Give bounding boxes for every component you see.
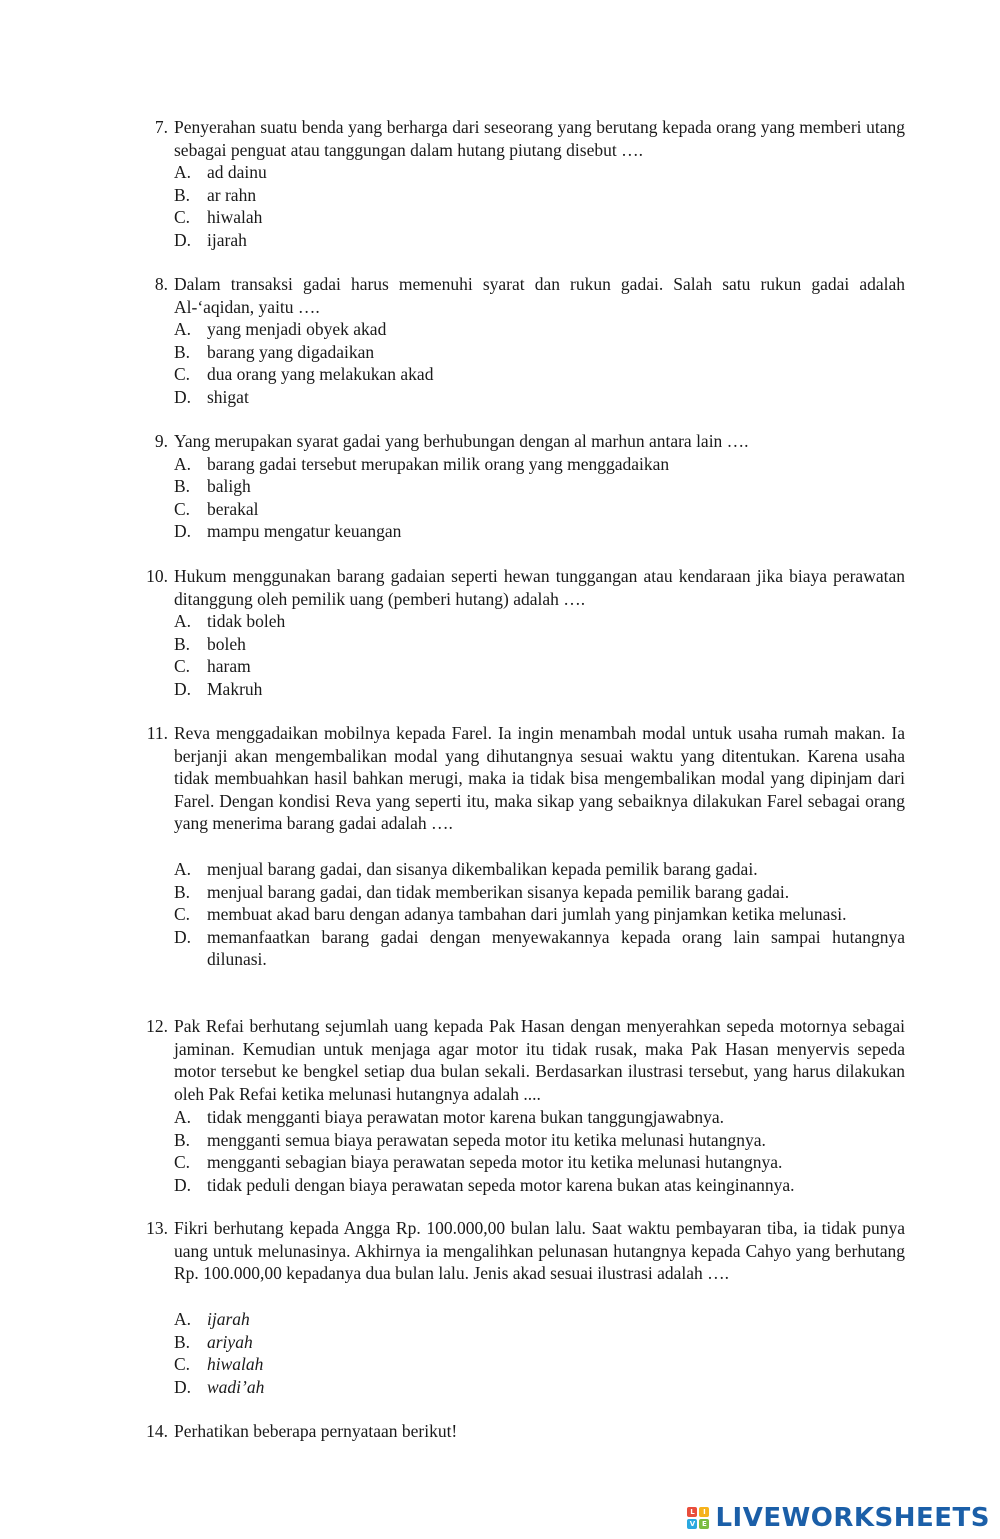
option-letter: C. <box>174 904 191 925</box>
option-letter: A. <box>174 859 192 879</box>
option-text: memanfaatkan barang gadai dengan menyewakannya kepada orang lain sampai hutangnya dilunasi. <box>207 926 905 970</box>
option-letter: C. <box>174 1354 191 1375</box>
option-letter: B. <box>174 1331 191 1352</box>
option-letter: C. <box>174 656 191 677</box>
option-c[interactable] <box>174 1151 905 1174</box>
option-a[interactable] <box>174 161 905 184</box>
question-number: 11. <box>146 723 168 743</box>
option-letter: B. <box>174 184 191 205</box>
option-text: barang yang digadaikan <box>207 341 375 362</box>
option-letter: C. <box>174 207 191 228</box>
option-b[interactable] <box>174 341 905 364</box>
question-text: Fikri berhutang kepada Angga Rp. 100.000,00 bulan lalu. Saat waktu pembayaran tiba, ia tidak punya uang untuk melunasinya. Akhirnya ia mengalihkan pelunasan hutangnya kepada Cahyo yang berhutang Rp. 100.000,00 kepadanya dua bulan lalu. Jenis akad sesuai ilustrasi adalah …. <box>174 1218 905 1284</box>
option-text: ijarah <box>207 1309 250 1329</box>
option-b[interactable] <box>174 184 905 207</box>
option-text: Makruh <box>207 678 263 699</box>
option-a[interactable] <box>174 858 905 881</box>
option-letter: D. <box>174 678 192 699</box>
question-text: Perhatikan beberapa pernyataan berikut! <box>174 1421 458 1441</box>
option-d[interactable] <box>174 520 905 543</box>
question-text: Yang merupakan syarat gadai yang berhubungan dengan al marhun antara lain …. <box>174 431 749 451</box>
logo-grid-icon <box>687 1507 709 1529</box>
option-text: ijarah <box>207 229 247 250</box>
option-b[interactable] <box>174 881 905 904</box>
option-text: ariyah <box>207 1331 253 1352</box>
option-text: hiwalah <box>207 207 263 228</box>
logo-icon-letter: I <box>699 1507 709 1517</box>
option-text: tidak mengganti biaya perawatan motor karena bukan tanggungjawabnya. <box>207 1107 725 1127</box>
question-number: 14. <box>146 1421 168 1441</box>
option-a[interactable] <box>174 1308 905 1331</box>
option-letter: A. <box>174 611 192 631</box>
option-c[interactable] <box>174 498 905 521</box>
option-text: shigat <box>207 386 249 407</box>
option-text: yang menjadi obyek akad <box>207 319 387 339</box>
option-d[interactable] <box>174 678 905 701</box>
logo-text: LIVEWORKSHEETS <box>715 1503 990 1533</box>
option-letter: D. <box>174 521 192 542</box>
option-c[interactable] <box>174 903 905 926</box>
option-text: dua orang yang melakukan akad <box>207 364 434 385</box>
option-text: menjual barang gadai, dan tidak memberikan sisanya kepada pemilik barang gadai. <box>207 881 790 902</box>
option-text: hiwalah <box>207 1354 264 1375</box>
question-number: 8. <box>154 274 168 294</box>
option-d[interactable] <box>174 926 905 971</box>
option-text: menjual barang gadai, dan sisanya dikembalikan kepada pemilik barang gadai. <box>207 859 758 879</box>
option-text: wadi’ah <box>207 1376 265 1397</box>
question-text: Reva menggadaikan mobilnya kepada Farel. Ia ingin menambah modal untuk usaha rumah makan. Ia berjanji akan mengembalikan modal yang dihutangnya sesuai waktu yang ditentukan. Karena usaha tidak membuahkan hasil bahkan merugi, maka ia tidak bisa mengembalikan modal yang dipinjam dari Farel. Dengan kondisi Reva yang seperti itu, maka sikap yang sebaiknya dilakukan Farel sebagai orang yang menerima barang gadai adalah …. <box>174 723 905 834</box>
option-letter: B. <box>174 476 191 497</box>
option-list <box>174 453 905 543</box>
option-text: ar rahn <box>207 184 257 205</box>
option-d[interactable] <box>174 386 905 409</box>
option-text: mengganti semua biaya perawatan sepeda motor itu ketika melunasi hutangnya. <box>207 1129 766 1150</box>
option-letter: B. <box>174 881 191 902</box>
option-text: membuat akad baru dengan adanya tambahan dari jumlah yang pinjamkan ketika melunasi. <box>207 904 847 925</box>
option-letter: A. <box>174 453 192 474</box>
option-d[interactable] <box>174 229 905 252</box>
option-c[interactable] <box>174 1353 905 1376</box>
option-b[interactable] <box>174 633 905 656</box>
option-text: boleh <box>207 633 246 654</box>
option-c[interactable] <box>174 206 905 229</box>
option-letter: C. <box>174 1152 191 1173</box>
option-list <box>174 610 905 700</box>
question-text: Dalam transaksi gadai harus memenuhi syarat dan rukun gadai. Salah satu rukun gadai adalah Al-‘aqidan, yaitu …. <box>174 274 905 317</box>
option-text: ad dainu <box>207 162 267 182</box>
option-text: mampu mengatur keuangan <box>207 521 402 542</box>
option-letter: D. <box>174 386 192 407</box>
option-letter: D. <box>174 1174 192 1195</box>
option-c[interactable] <box>174 363 905 386</box>
option-c[interactable] <box>174 655 905 678</box>
question-number: 13. <box>146 1218 168 1238</box>
option-d[interactable] <box>174 1174 905 1197</box>
option-text: barang gadai tersebut merupakan milik orang yang menggadaikan <box>207 453 670 474</box>
option-text: mengganti sebagian biaya perawatan sepeda motor itu ketika melunasi hutangnya. <box>207 1152 783 1173</box>
option-letter: D. <box>174 926 192 947</box>
question-number: 10. <box>146 566 168 586</box>
option-letter: B. <box>174 341 191 362</box>
question-text: Hukum menggunakan barang gadaian seperti hewan tunggangan atau kendaraan jika biaya perawatan ditanggung oleh pemilik uang (pemberi hutang) adalah …. <box>174 566 905 609</box>
logo-icon-letter: V <box>687 1519 697 1529</box>
option-list <box>174 318 905 408</box>
option-list <box>174 1106 905 1196</box>
logo-icon-letter: L <box>687 1507 697 1517</box>
option-a[interactable] <box>174 318 905 341</box>
option-text: tidak peduli dengan biaya perawatan sepeda motor karena bukan atas keinginannya. <box>207 1174 795 1195</box>
option-b[interactable] <box>174 1331 905 1354</box>
option-list <box>174 858 905 971</box>
option-text: haram <box>207 656 251 677</box>
question-number: 9. <box>154 431 168 451</box>
option-letter: A. <box>174 1107 192 1127</box>
option-letter: D. <box>174 1376 192 1397</box>
option-a[interactable] <box>174 610 905 633</box>
option-b[interactable] <box>174 475 905 498</box>
option-letter: B. <box>174 633 191 654</box>
option-text: berakal <box>207 498 259 519</box>
option-text: baligh <box>207 476 251 497</box>
question-text: Pak Refai berhutang sejumlah uang kepada Pak Hasan dengan menyerahkan sepeda motornya sebagai jaminan. Kemudian untuk menjaga agar motor itu tidak rusak, maka Pak Hasan menyervis sepeda motor tersebut ke bengkel setiap dua bulan sekali. Berdasarkan ilustrasi tersebut, yang harus dilakukan oleh Pak Refai ketika melunasi hutangnya adalah .... <box>174 1016 905 1104</box>
option-letter: D. <box>174 229 192 250</box>
liveworksheets-logo[interactable] <box>687 1503 990 1533</box>
option-text: tidak boleh <box>207 611 286 631</box>
logo-icon-letter: E <box>699 1519 709 1529</box>
option-letter: A. <box>174 1309 192 1329</box>
question-text: Penyerahan suatu benda yang berharga dari seseorang yang berutang kepada orang yang memberi utang sebagai penguat atau tanggungan dalam hutang piutang disebut …. <box>174 117 905 160</box>
option-list <box>174 161 905 251</box>
option-letter: B. <box>174 1129 191 1150</box>
question-number: 7. <box>154 117 168 137</box>
option-letter: C. <box>174 498 191 519</box>
option-list <box>174 1308 905 1398</box>
question-number: 12. <box>146 1016 168 1036</box>
option-letter: A. <box>174 162 192 182</box>
option-letter: C. <box>174 364 191 385</box>
option-a[interactable] <box>174 1106 905 1129</box>
option-b[interactable] <box>174 1129 905 1152</box>
option-d[interactable] <box>174 1376 905 1399</box>
option-letter: A. <box>174 319 192 339</box>
option-a[interactable] <box>174 453 905 476</box>
